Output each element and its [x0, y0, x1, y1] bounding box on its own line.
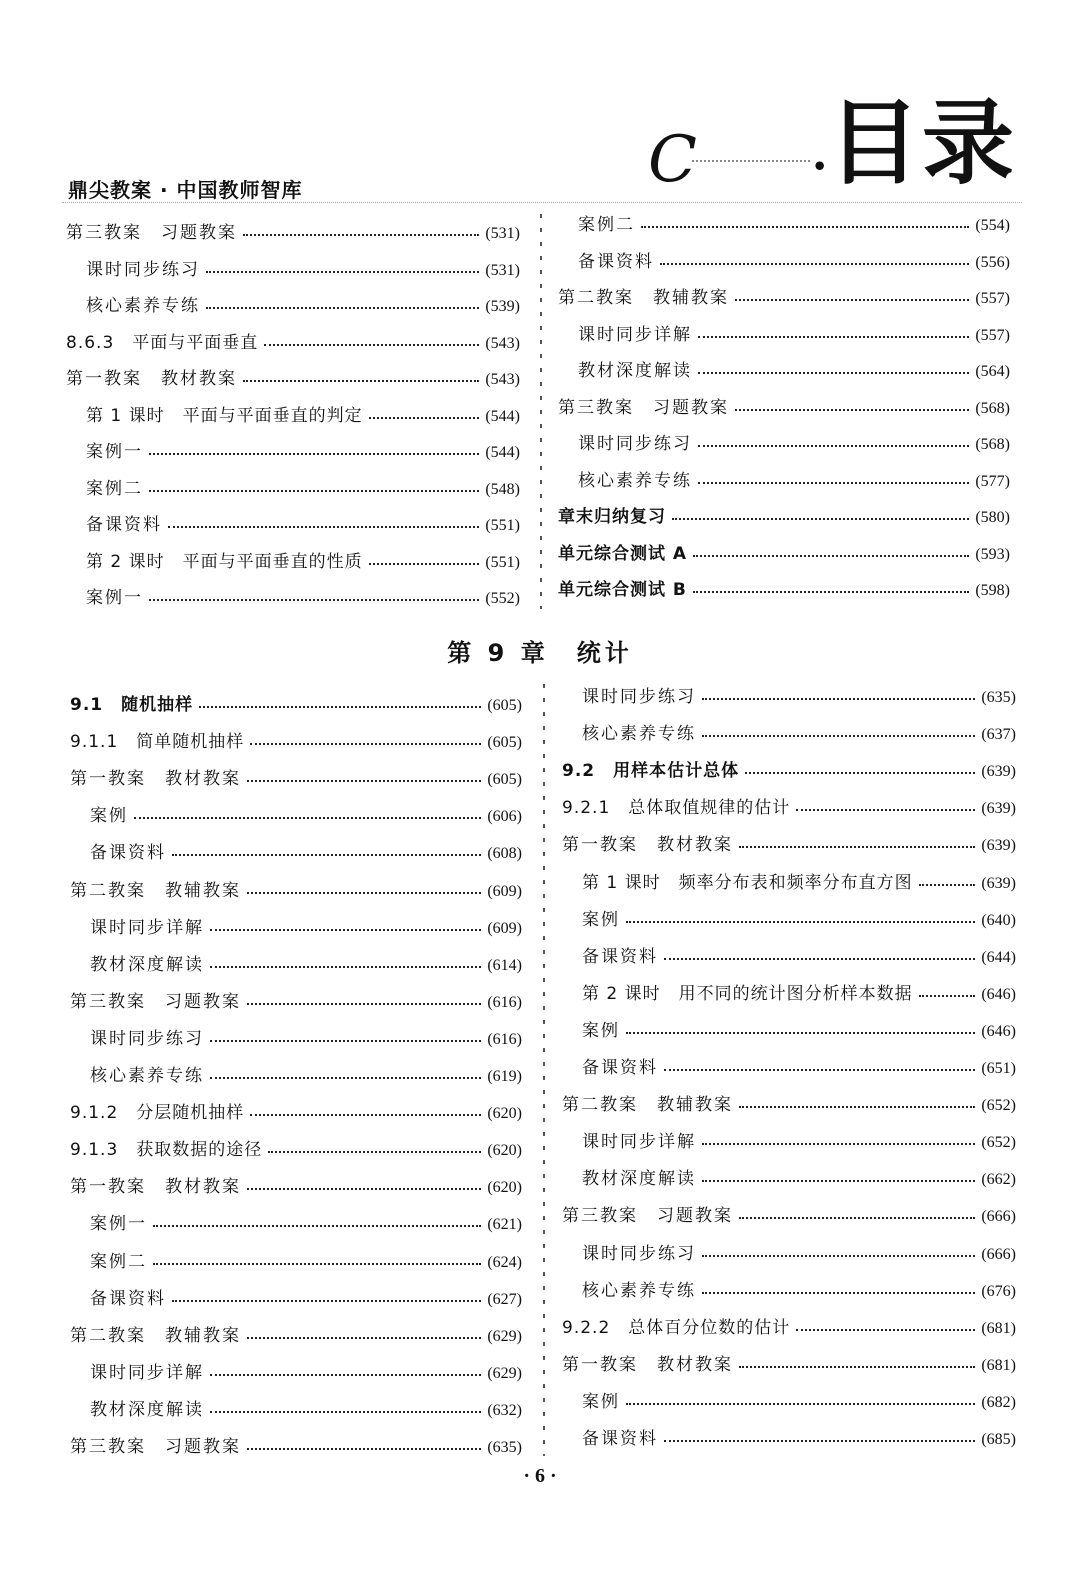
contents-title: 目录: [828, 90, 1017, 197]
dot-leader: [664, 1440, 975, 1442]
dot-leader: [369, 417, 480, 419]
dot-leader: [210, 966, 481, 968]
dot-leader: [369, 563, 480, 565]
dot-leader: [739, 1366, 975, 1368]
toc-entry: [86, 437, 520, 465]
toc-entry: [70, 690, 522, 718]
toc-entry-label: 案例: [582, 1392, 620, 1412]
toc-entry-page: (681): [981, 1357, 1016, 1374]
toc-entry-page: (606): [487, 808, 522, 825]
toc-entry-page: (580): [975, 509, 1010, 526]
toc-entry-label: 9.1.2 分层随机抽样: [70, 1103, 245, 1123]
toc-entry-label: 备课资料: [582, 947, 658, 967]
toc-entry-page: (593): [975, 546, 1010, 563]
toc-entry-label: 8.6.3 平面与平面垂直: [66, 333, 259, 353]
toc-entry: [86, 583, 520, 611]
dot-leader: [641, 226, 969, 228]
toc-entry-label: 9.2.2 总体百分位数的估计: [562, 1318, 791, 1338]
dot-leader: [664, 1069, 975, 1071]
dot-leader: [243, 380, 479, 382]
toc-entry-label: 案例二: [86, 479, 143, 499]
dot-leader: [735, 409, 969, 411]
toc-entry-page: (605): [487, 697, 522, 714]
toc-entry: [90, 801, 522, 829]
page-header: [0, 0, 1080, 200]
toc-entry: [90, 1395, 522, 1423]
toc-entry-label: 课时同步练习: [582, 687, 696, 707]
toc-entry-label: 教材深度解读: [90, 1400, 204, 1420]
toc-entry-label: 课时同步详解: [90, 918, 204, 938]
toc-entry-label: 9.1 随机抽样: [70, 695, 194, 715]
toc-entry-page: (557): [975, 327, 1010, 344]
toc-entry-page: (629): [487, 1328, 522, 1345]
toc-entry-page: (652): [981, 1134, 1016, 1151]
toc-entry: [562, 1350, 1016, 1378]
toc-entry: [578, 247, 1010, 275]
toc-entry-page: (632): [487, 1402, 522, 1419]
toc-entry-page: (651): [981, 1060, 1016, 1077]
toc-entry-page: (637): [981, 726, 1016, 743]
toc-entry-label: 第 1 课时 频率分布表和频率分布直方图: [582, 873, 913, 893]
dot-leader: [172, 1300, 481, 1302]
toc-entry-label: 教材深度解读: [582, 1169, 696, 1189]
toc-entry-page: (551): [485, 554, 520, 571]
toc-entry: [582, 942, 1016, 970]
dot-leader: [693, 555, 969, 557]
toc-entry-page: (614): [487, 957, 522, 974]
toc-entry-page: (557): [975, 290, 1010, 307]
toc-entry-page: (635): [981, 689, 1016, 706]
toc-entry: [582, 979, 1016, 1007]
chapter-title: 第 9 章 统计: [447, 639, 633, 667]
dot-leader: [693, 591, 969, 593]
toc-entry: [90, 1024, 522, 1052]
dot-leader: [739, 846, 975, 848]
dot-leader: [664, 958, 975, 960]
dot-leader: [626, 1403, 975, 1405]
toc-entry-label: 案例一: [86, 442, 143, 462]
toc-entry-page: (621): [487, 1216, 522, 1233]
toc-entry-page: (681): [981, 1320, 1016, 1337]
dot-leader: [268, 1151, 481, 1153]
toc-entry-label: 单元综合测试 B: [558, 580, 687, 600]
toc-entry-page: (609): [487, 920, 522, 937]
toc-entry-page: (568): [975, 400, 1010, 417]
toc-entry-label: 课时同步详解: [90, 1363, 204, 1383]
dot-leader: [149, 453, 479, 455]
dot-leader: [210, 929, 481, 931]
toc-entry-page: (577): [975, 473, 1010, 490]
toc-entry: [582, 1276, 1016, 1304]
toc-entry-label: 第二教案 教辅教案: [562, 1095, 733, 1115]
toc-entry-label: 课时同步练习: [582, 1244, 696, 1264]
toc-entry: [86, 510, 520, 538]
column-divider-2: [539, 684, 549, 1456]
dot-leader: [247, 1337, 481, 1339]
toc-entry-label: 9.1.1 简单随机抽样: [70, 732, 245, 752]
toc-entry-label: 核心素养专练: [582, 1281, 696, 1301]
toc-entry-page: (639): [981, 837, 1016, 854]
title-dot: •: [812, 152, 828, 181]
dot-leader: [672, 518, 969, 520]
toc-entry: [90, 838, 522, 866]
toc-entry-page: (620): [487, 1105, 522, 1122]
toc-entry-page: (531): [485, 262, 520, 279]
dot-leader: [702, 698, 975, 700]
dot-leader: [210, 1077, 481, 1079]
toc-entry-page: (554): [975, 217, 1010, 234]
dot-leader: [149, 490, 479, 492]
toc-entry: [562, 1313, 1016, 1341]
toc-entry-page: (639): [981, 875, 1016, 892]
toc-entry: [90, 1358, 522, 1386]
toc-entry: [70, 1135, 522, 1163]
toc-entry-label: 案例: [582, 910, 620, 930]
dot-leader: [264, 344, 479, 346]
toc-entry-page: (543): [485, 335, 520, 352]
toc-entry: [582, 682, 1016, 710]
dot-leader: [702, 1292, 975, 1294]
toc-entry-label: 课时同步详解: [578, 325, 692, 345]
dot-leader: [702, 1180, 975, 1182]
toc-entry: [70, 1172, 522, 1200]
toc-entry: [90, 1247, 522, 1275]
toc-entry-label: 教材深度解读: [90, 955, 204, 975]
toc-entry-page: (639): [981, 763, 1016, 780]
toc-entry-label: 备课资料: [578, 252, 654, 272]
toc-entry-page: (568): [975, 436, 1010, 453]
toc-entry-label: 第二教案 教辅教案: [558, 288, 729, 308]
toc-entry: [582, 1016, 1016, 1044]
toc-entry-label: 案例一: [86, 588, 143, 608]
toc-entry-label: 第三教案 习题教案: [70, 1437, 241, 1457]
toc-entry-label: 9.2 用样本估计总体: [562, 761, 740, 781]
toc-entry-label: 核心素养专练: [86, 296, 200, 316]
dot-leader: [796, 1329, 975, 1331]
toc-entry: [70, 876, 522, 904]
toc-entry-page: (544): [485, 444, 520, 461]
dot-leader: [702, 1143, 975, 1145]
dot-leader: [796, 809, 975, 811]
toc-entry: [558, 283, 1010, 311]
toc-entry: [578, 466, 1010, 494]
toc-entry-page: (551): [485, 517, 520, 534]
toc-entry: [70, 727, 522, 755]
toc-entry-label: 课时同步练习: [86, 260, 200, 280]
toc-entry-page: (616): [487, 994, 522, 1011]
toc-entry-page: (666): [981, 1246, 1016, 1263]
toc-entry-label: 课时同步详解: [582, 1132, 696, 1152]
toc-entry-label: 9.1.3 获取数据的途径: [70, 1140, 263, 1160]
toc-entry-label: 第三教案 习题教案: [70, 992, 241, 1012]
toc-entry-label: 备课资料: [582, 1058, 658, 1078]
dot-leader: [702, 735, 975, 737]
dot-leader: [206, 271, 479, 273]
toc-entry: [578, 429, 1010, 457]
dot-leader: [698, 445, 969, 447]
toc-entry: [558, 502, 1010, 530]
toc-entry-label: 9.2.1 总体取值规律的估计: [562, 798, 791, 818]
dot-leader: [172, 854, 481, 856]
toc-entry-page: (646): [981, 1023, 1016, 1040]
toc-entry: [90, 1061, 522, 1089]
toc-entry-page: (627): [487, 1291, 522, 1308]
dot-leader: [247, 1188, 481, 1190]
toc-entry: [578, 356, 1010, 384]
toc-entry: [86, 474, 520, 502]
toc-entry-label: 课时同步练习: [578, 434, 692, 454]
dot-leader: [168, 526, 479, 528]
dot-leader: [735, 299, 969, 301]
toc-entry: [582, 1164, 1016, 1192]
toc-entry: [578, 210, 1010, 238]
toc-entry-label: 第一教案 教材教案: [562, 835, 733, 855]
toc-entry-page: (620): [487, 1142, 522, 1159]
toc-entry: [70, 1432, 522, 1460]
toc-entry-label: 案例二: [90, 1252, 147, 1272]
dot-leader: [243, 234, 479, 236]
script-letter: C: [648, 123, 697, 197]
toc-entry: [86, 547, 520, 575]
column-divider-1: [536, 214, 546, 609]
toc-entry-label: 第三教案 习题教案: [562, 1206, 733, 1226]
toc-entry-page: (635): [487, 1439, 522, 1456]
dot-leader: [739, 1106, 975, 1108]
dot-leader: [247, 1003, 481, 1005]
dot-leader: [153, 1263, 481, 1265]
toc-entry: [86, 291, 520, 319]
toc-entry-page: (608): [487, 845, 522, 862]
toc-entry-label: 第一教案 教材教案: [70, 1177, 241, 1197]
dot-leader: [247, 1448, 481, 1450]
toc-entry-label: 第二教案 教辅教案: [70, 881, 241, 901]
toc-entry-page: (619): [487, 1068, 522, 1085]
toc-entry: [90, 950, 522, 978]
toc-entry-page: (609): [487, 883, 522, 900]
toc-entry-page: (629): [487, 1365, 522, 1382]
toc-entry-page: (676): [981, 1283, 1016, 1300]
toc-entry-page: (531): [485, 225, 520, 242]
toc-entry-label: 核心素养专练: [90, 1066, 204, 1086]
dot-leader: [702, 1255, 975, 1257]
dot-leader: [210, 1411, 481, 1413]
toc-entry-page: (605): [487, 734, 522, 751]
toc-entry-label: 案例: [582, 1021, 620, 1041]
dot-leader: [149, 599, 479, 601]
toc-entry-label: 备课资料: [90, 1289, 166, 1309]
toc-entry-label: 核心素养专练: [578, 471, 692, 491]
toc-entry-page: (682): [981, 1394, 1016, 1411]
toc-entry: [558, 539, 1010, 567]
toc-entry: [70, 987, 522, 1015]
toc-entry-page: (652): [981, 1097, 1016, 1114]
dot-leader: [919, 884, 976, 886]
toc-entry: [582, 719, 1016, 747]
toc-entry: [558, 575, 1010, 603]
toc-entry: [582, 1053, 1016, 1081]
toc-entry-page: (685): [981, 1431, 1016, 1448]
toc-entry: [70, 1321, 522, 1349]
toc-entry: [66, 218, 520, 246]
dot-leader: [199, 706, 481, 708]
toc-entry-page: (556): [975, 254, 1010, 271]
dot-leader: [210, 1040, 481, 1042]
toc-entry-page: (624): [487, 1254, 522, 1271]
toc-entry-page: (544): [485, 408, 520, 425]
toc-entry: [90, 913, 522, 941]
toc-entry: [70, 1098, 522, 1126]
dot-leader: [247, 892, 481, 894]
dot-leader: [739, 1217, 975, 1219]
dot-leader: [626, 1032, 975, 1034]
toc-entry: [562, 1090, 1016, 1118]
toc-entry-page: (598): [975, 582, 1010, 599]
dot-leader: [250, 743, 481, 745]
toc-entry-page: (666): [981, 1208, 1016, 1225]
toc-entry: [582, 1424, 1016, 1452]
toc-entry-page: (539): [485, 298, 520, 315]
toc-entry: [582, 1387, 1016, 1415]
toc-entry-label: 案例二: [578, 215, 635, 235]
toc-entry-label: 核心素养专练: [582, 724, 696, 744]
dot-leader: [250, 1114, 481, 1116]
dot-leader: [134, 817, 481, 819]
toc-entry-page: (640): [981, 912, 1016, 929]
toc-entry-page: (644): [981, 949, 1016, 966]
toc-entry-page: (646): [981, 986, 1016, 1003]
toc-entry: [86, 255, 520, 283]
toc-entry-page: (552): [485, 590, 520, 607]
dot-leader: [698, 372, 969, 374]
toc-entry-label: 备课资料: [90, 843, 166, 863]
toc-entry-label: 第二教案 教辅教案: [70, 1326, 241, 1346]
toc-entry-label: 教材深度解读: [578, 361, 692, 381]
dot-leader: [745, 772, 975, 774]
toc-entry-label: 第一教案 教材教案: [70, 769, 241, 789]
toc-entry-page: (543): [485, 371, 520, 388]
toc-entry-label: 第一教案 教材教案: [562, 1355, 733, 1375]
toc-entry-page: (548): [485, 481, 520, 498]
brand-text: 鼎尖教案 · 中国教师智库: [68, 178, 303, 202]
toc-entry: [562, 756, 1016, 784]
dot-leader: [698, 482, 969, 484]
toc-entry: [582, 1239, 1016, 1267]
toc-entry: [66, 364, 520, 392]
toc-entry-label: 第 1 课时 平面与平面垂直的判定: [86, 406, 363, 426]
toc-entry-label: 第三教案 习题教案: [558, 398, 729, 418]
dot-leader: [626, 921, 975, 923]
toc-entry-page: (639): [981, 800, 1016, 817]
toc-entry: [562, 1201, 1016, 1229]
toc-entry-label: 备课资料: [582, 1429, 658, 1449]
toc-entry: [558, 393, 1010, 421]
toc-entry-label: 案例: [90, 806, 128, 826]
dot-leader: [660, 263, 969, 265]
toc-entry: [70, 764, 522, 792]
toc-entry: [578, 320, 1010, 348]
toc-entry: [86, 401, 520, 429]
toc-entry-page: (620): [487, 1179, 522, 1196]
toc-entry: [582, 1127, 1016, 1155]
toc-entry: [90, 1209, 522, 1237]
toc-entry-label: 课时同步练习: [90, 1029, 204, 1049]
toc-entry-label: 案例一: [90, 1214, 147, 1234]
decorative-script-trail: [692, 160, 810, 172]
toc-entry-label: 第一教案 教材教案: [66, 369, 237, 389]
toc-entry-label: 单元综合测试 A: [558, 544, 688, 564]
toc-entry-page: (662): [981, 1171, 1016, 1188]
toc-entry-label: 第三教案 习题教案: [66, 223, 237, 243]
toc-entry-label: 第 2 课时 用不同的统计图分析样本数据: [582, 984, 913, 1004]
header-rule: [62, 202, 1022, 203]
toc-entry: [90, 1284, 522, 1312]
toc-entry: [562, 830, 1016, 858]
dot-leader: [919, 995, 976, 997]
toc-entry: [582, 905, 1016, 933]
page-number: · 6 ·: [523, 1465, 557, 1487]
toc-entry: [66, 328, 520, 356]
dot-leader: [153, 1225, 481, 1227]
dot-leader: [210, 1374, 481, 1376]
dot-leader: [206, 307, 479, 309]
dot-leader: [247, 780, 481, 782]
dot-leader: [698, 336, 969, 338]
toc-entry-page: (605): [487, 771, 522, 788]
toc-entry-label: 章末归纳复习: [558, 507, 666, 527]
toc-entry: [582, 868, 1016, 896]
toc-entry: [562, 793, 1016, 821]
toc-entry-page: (564): [975, 363, 1010, 380]
toc-entry-label: 第 2 课时 平面与平面垂直的性质: [86, 552, 363, 572]
toc-entry-label: 备课资料: [86, 515, 162, 535]
toc-entry-page: (616): [487, 1031, 522, 1048]
